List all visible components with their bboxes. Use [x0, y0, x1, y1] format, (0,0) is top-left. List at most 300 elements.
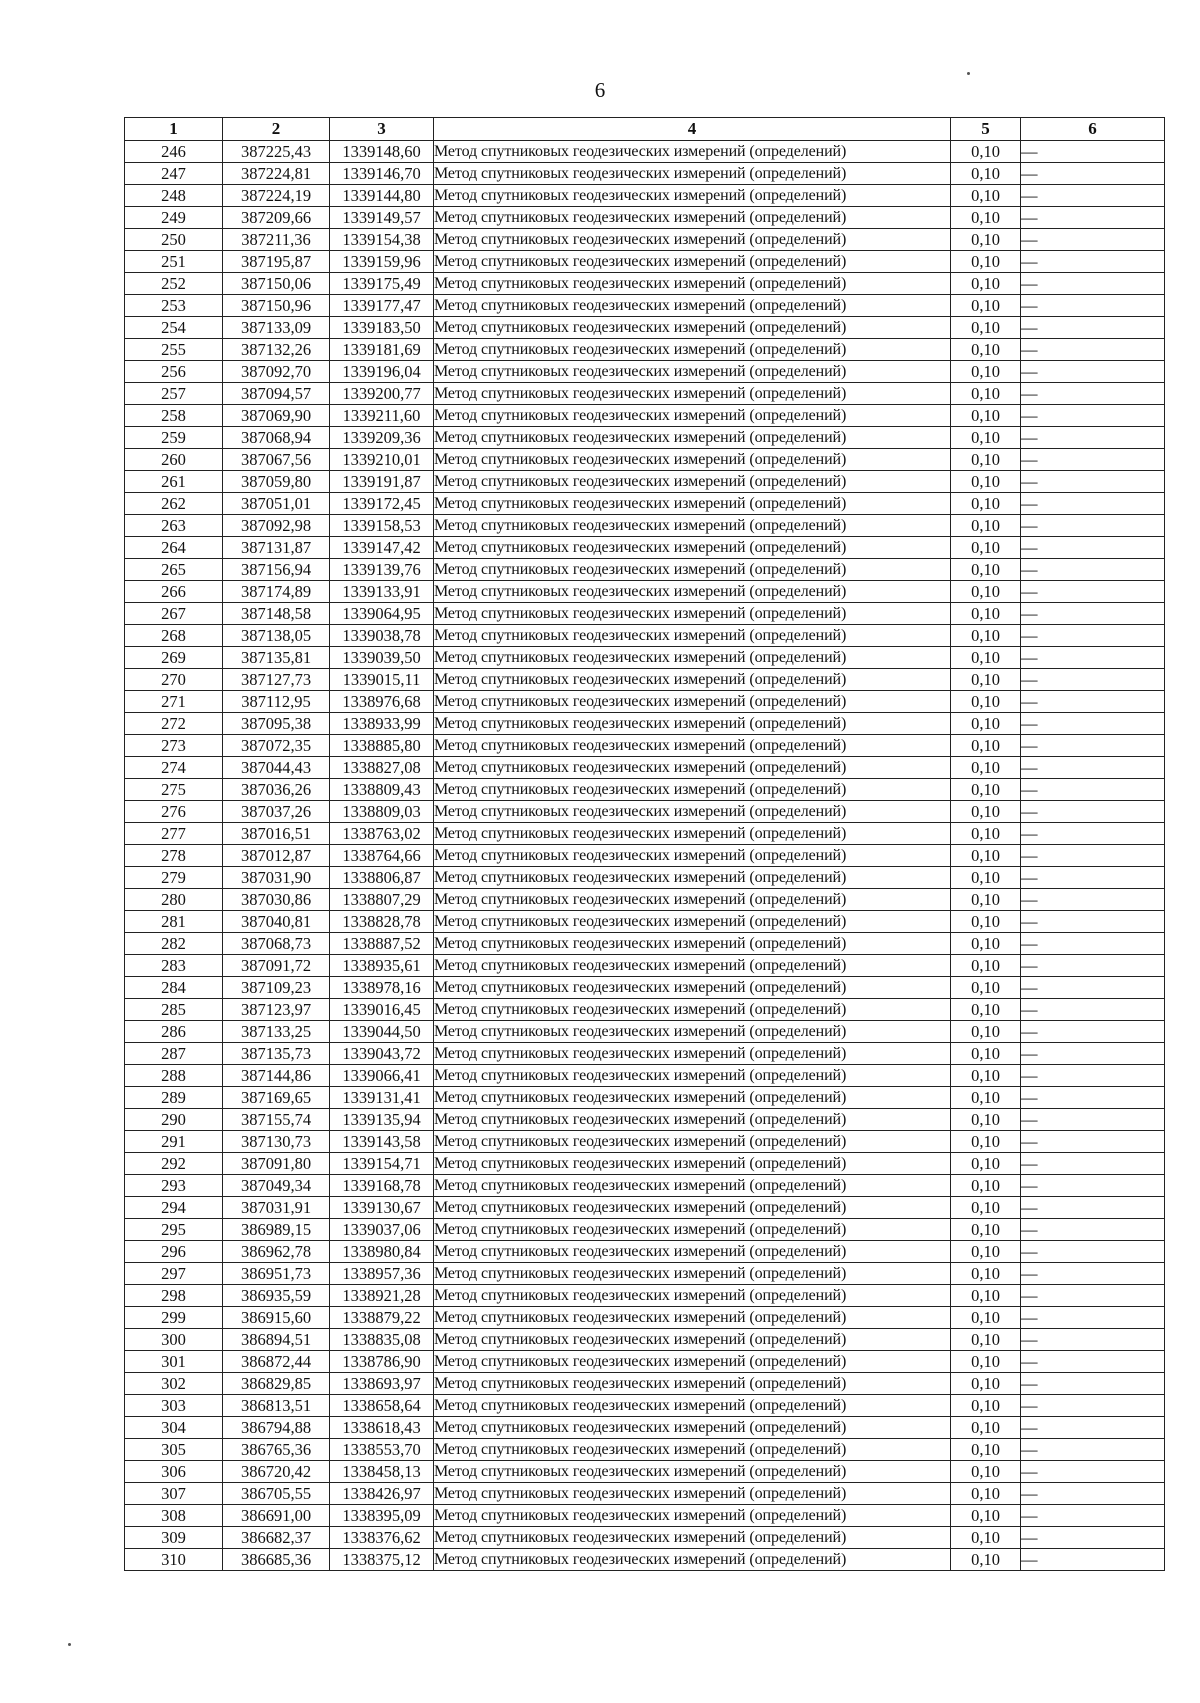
- point-number-cell: 258: [125, 405, 223, 427]
- y-coordinate-cell: 1338933,99: [330, 713, 434, 735]
- method-cell: Метод спутниковых геодезических измерений (определений): [434, 361, 951, 383]
- x-coordinate-cell: 387138,05: [223, 625, 330, 647]
- x-coordinate-cell: 387131,87: [223, 537, 330, 559]
- point-number-cell: 268: [125, 625, 223, 647]
- note-cell: —: [1021, 339, 1165, 361]
- point-number-cell: 279: [125, 867, 223, 889]
- note-cell: —: [1021, 603, 1165, 625]
- x-coordinate-cell: 387036,26: [223, 779, 330, 801]
- note-cell: —: [1021, 537, 1165, 559]
- note-cell: —: [1021, 1549, 1165, 1571]
- note-cell: —: [1021, 515, 1165, 537]
- method-cell: Метод спутниковых геодезических измерений (определений): [434, 1131, 951, 1153]
- x-coordinate-cell: 387068,94: [223, 427, 330, 449]
- x-coordinate-cell: 387059,80: [223, 471, 330, 493]
- point-number-cell: 281: [125, 911, 223, 933]
- table-row: [125, 1175, 1165, 1197]
- method-cell: Метод спутниковых геодезических измерений (определений): [434, 471, 951, 493]
- table-row: [125, 999, 1165, 1021]
- note-cell: —: [1021, 1351, 1165, 1373]
- page-number: 6: [594, 78, 606, 102]
- x-coordinate-cell: 386935,59: [223, 1285, 330, 1307]
- table-row: [125, 537, 1165, 559]
- y-coordinate-cell: 1339181,69: [330, 339, 434, 361]
- precision-cell: 0,10: [951, 911, 1021, 933]
- y-coordinate-cell: 1338935,61: [330, 955, 434, 977]
- method-cell: Метод спутниковых геодезических измерений (определений): [434, 317, 951, 339]
- x-coordinate-cell: 387148,58: [223, 603, 330, 625]
- precision-cell: 0,10: [951, 647, 1021, 669]
- precision-cell: 0,10: [951, 1461, 1021, 1483]
- note-cell: —: [1021, 1131, 1165, 1153]
- point-number-cell: 264: [125, 537, 223, 559]
- method-cell: Метод спутниковых геодезических измерений (определений): [434, 1065, 951, 1087]
- method-cell: Метод спутниковых геодезических измерений (определений): [434, 889, 951, 911]
- point-number-cell: 284: [125, 977, 223, 999]
- precision-cell: 0,10: [951, 1087, 1021, 1109]
- note-cell: —: [1021, 735, 1165, 757]
- x-coordinate-cell: 387224,19: [223, 185, 330, 207]
- x-coordinate-cell: 386794,88: [223, 1417, 330, 1439]
- precision-cell: 0,10: [951, 471, 1021, 493]
- scan-speck: [967, 72, 970, 75]
- point-number-cell: 282: [125, 933, 223, 955]
- y-coordinate-cell: 1339159,96: [330, 251, 434, 273]
- table-row: [125, 1043, 1165, 1065]
- y-coordinate-cell: 1339183,50: [330, 317, 434, 339]
- y-coordinate-cell: 1338921,28: [330, 1285, 434, 1307]
- note-cell: —: [1021, 251, 1165, 273]
- table-row: [125, 713, 1165, 735]
- method-cell: Метод спутниковых геодезических измерений (определений): [434, 1109, 951, 1131]
- point-number-cell: 276: [125, 801, 223, 823]
- method-cell: Метод спутниковых геодезических измерений (определений): [434, 845, 951, 867]
- precision-cell: 0,10: [951, 559, 1021, 581]
- method-cell: Метод спутниковых геодезических измерений (определений): [434, 911, 951, 933]
- table-row: [125, 911, 1165, 933]
- method-cell: Метод спутниковых геодезических измерений (определений): [434, 1021, 951, 1043]
- x-coordinate-cell: 386951,73: [223, 1263, 330, 1285]
- table-row: [125, 581, 1165, 603]
- x-coordinate-cell: 387211,36: [223, 229, 330, 251]
- note-cell: —: [1021, 1197, 1165, 1219]
- table-row: [125, 515, 1165, 537]
- x-coordinate-cell: 387031,90: [223, 867, 330, 889]
- table-row: [125, 779, 1165, 801]
- x-coordinate-cell: 386691,00: [223, 1505, 330, 1527]
- method-cell: Метод спутниковых геодезических измерений (определений): [434, 955, 951, 977]
- note-cell: —: [1021, 559, 1165, 581]
- x-coordinate-cell: 387069,90: [223, 405, 330, 427]
- method-cell: Метод спутниковых геодезических измерений (определений): [434, 339, 951, 361]
- note-cell: —: [1021, 1175, 1165, 1197]
- x-coordinate-cell: 387037,26: [223, 801, 330, 823]
- y-coordinate-cell: 1338807,29: [330, 889, 434, 911]
- header-col-3: 3: [330, 118, 434, 141]
- method-cell: Метод спутниковых геодезических измерений (определений): [434, 295, 951, 317]
- y-coordinate-cell: 1339147,42: [330, 537, 434, 559]
- note-cell: —: [1021, 229, 1165, 251]
- point-number-cell: 288: [125, 1065, 223, 1087]
- point-number-cell: 247: [125, 163, 223, 185]
- precision-cell: 0,10: [951, 977, 1021, 999]
- y-coordinate-cell: 1338887,52: [330, 933, 434, 955]
- point-number-cell: 300: [125, 1329, 223, 1351]
- point-number-cell: 295: [125, 1219, 223, 1241]
- method-cell: Метод спутниковых геодезических измерений (определений): [434, 691, 951, 713]
- method-cell: Метод спутниковых геодезических измерений (определений): [434, 141, 951, 163]
- precision-cell: 0,10: [951, 955, 1021, 977]
- note-cell: —: [1021, 1065, 1165, 1087]
- table-body: [125, 141, 1165, 1571]
- point-number-cell: 261: [125, 471, 223, 493]
- note-cell: —: [1021, 933, 1165, 955]
- header-col-6: 6: [1021, 118, 1165, 141]
- y-coordinate-cell: 1338976,68: [330, 691, 434, 713]
- y-coordinate-cell: 1338764,66: [330, 845, 434, 867]
- precision-cell: 0,10: [951, 581, 1021, 603]
- header-col-4: 4: [434, 118, 951, 141]
- point-number-cell: 248: [125, 185, 223, 207]
- point-number-cell: 259: [125, 427, 223, 449]
- table-row: [125, 405, 1165, 427]
- point-number-cell: 272: [125, 713, 223, 735]
- precision-cell: 0,10: [951, 361, 1021, 383]
- note-cell: —: [1021, 1505, 1165, 1527]
- precision-cell: 0,10: [951, 537, 1021, 559]
- table-row: [125, 1505, 1165, 1527]
- method-cell: Метод спутниковых геодезических измерений (определений): [434, 1153, 951, 1175]
- table-row: [125, 757, 1165, 779]
- y-coordinate-cell: 1338395,09: [330, 1505, 434, 1527]
- note-cell: —: [1021, 1329, 1165, 1351]
- method-cell: Метод спутниковых геодезических измерений (определений): [434, 603, 951, 625]
- x-coordinate-cell: 387169,65: [223, 1087, 330, 1109]
- point-number-cell: 298: [125, 1285, 223, 1307]
- method-cell: Метод спутниковых геодезических измерений (определений): [434, 1549, 951, 1571]
- point-number-cell: 289: [125, 1087, 223, 1109]
- x-coordinate-cell: 387067,56: [223, 449, 330, 471]
- y-coordinate-cell: 1339154,38: [330, 229, 434, 251]
- table-row: [125, 867, 1165, 889]
- precision-cell: 0,10: [951, 295, 1021, 317]
- point-number-cell: 308: [125, 1505, 223, 1527]
- scan-speck: [68, 1643, 71, 1646]
- precision-cell: 0,10: [951, 317, 1021, 339]
- y-coordinate-cell: 1338809,03: [330, 801, 434, 823]
- point-number-cell: 291: [125, 1131, 223, 1153]
- point-number-cell: 301: [125, 1351, 223, 1373]
- precision-cell: 0,10: [951, 669, 1021, 691]
- x-coordinate-cell: 386682,37: [223, 1527, 330, 1549]
- note-cell: —: [1021, 625, 1165, 647]
- point-number-cell: 262: [125, 493, 223, 515]
- note-cell: —: [1021, 691, 1165, 713]
- y-coordinate-cell: 1339038,78: [330, 625, 434, 647]
- y-coordinate-cell: 1338827,08: [330, 757, 434, 779]
- point-number-cell: 255: [125, 339, 223, 361]
- method-cell: Метод спутниковых геодезических измерений (определений): [434, 251, 951, 273]
- x-coordinate-cell: 387150,96: [223, 295, 330, 317]
- method-cell: Метод спутниковых геодезических измерений (определений): [434, 163, 951, 185]
- table-row: [125, 1351, 1165, 1373]
- point-number-cell: 252: [125, 273, 223, 295]
- y-coordinate-cell: 1338693,97: [330, 1373, 434, 1395]
- x-coordinate-cell: 387195,87: [223, 251, 330, 273]
- precision-cell: 0,10: [951, 229, 1021, 251]
- table-row: [125, 801, 1165, 823]
- precision-cell: 0,10: [951, 603, 1021, 625]
- table-row: [125, 1241, 1165, 1263]
- method-cell: Метод спутниковых геодезических измерений (определений): [434, 779, 951, 801]
- precision-cell: 0,10: [951, 141, 1021, 163]
- point-number-cell: 271: [125, 691, 223, 713]
- x-coordinate-cell: 386962,78: [223, 1241, 330, 1263]
- method-cell: Метод спутниковых геодезических измерений (определений): [434, 999, 951, 1021]
- point-number-cell: 274: [125, 757, 223, 779]
- method-cell: Метод спутниковых геодезических измерений (определений): [434, 1439, 951, 1461]
- y-coordinate-cell: 1338658,64: [330, 1395, 434, 1417]
- precision-cell: 0,10: [951, 757, 1021, 779]
- x-coordinate-cell: 387174,89: [223, 581, 330, 603]
- point-number-cell: 266: [125, 581, 223, 603]
- y-coordinate-cell: 1338376,62: [330, 1527, 434, 1549]
- y-coordinate-cell: 1338879,22: [330, 1307, 434, 1329]
- y-coordinate-cell: 1339149,57: [330, 207, 434, 229]
- note-cell: —: [1021, 383, 1165, 405]
- point-number-cell: 273: [125, 735, 223, 757]
- note-cell: —: [1021, 471, 1165, 493]
- table-row: [125, 845, 1165, 867]
- y-coordinate-cell: 1339143,58: [330, 1131, 434, 1153]
- method-cell: Метод спутниковых геодезических измерений (определений): [434, 735, 951, 757]
- table-row: [125, 251, 1165, 273]
- method-cell: Метод спутниковых геодезических измерений (определений): [434, 537, 951, 559]
- note-cell: —: [1021, 647, 1165, 669]
- precision-cell: 0,10: [951, 735, 1021, 757]
- method-cell: Метод спутниковых геодезических измерений (определений): [434, 1285, 951, 1307]
- table-row: [125, 1417, 1165, 1439]
- note-cell: —: [1021, 1087, 1165, 1109]
- x-coordinate-cell: 387224,81: [223, 163, 330, 185]
- y-coordinate-cell: 1338885,80: [330, 735, 434, 757]
- point-number-cell: 246: [125, 141, 223, 163]
- point-number-cell: 296: [125, 1241, 223, 1263]
- table-row: [125, 1065, 1165, 1087]
- y-coordinate-cell: 1339148,60: [330, 141, 434, 163]
- precision-cell: 0,10: [951, 1329, 1021, 1351]
- note-cell: —: [1021, 493, 1165, 515]
- point-number-cell: 290: [125, 1109, 223, 1131]
- point-number-cell: 306: [125, 1461, 223, 1483]
- table-row: [125, 1197, 1165, 1219]
- header-col-5: 5: [951, 118, 1021, 141]
- precision-cell: 0,10: [951, 845, 1021, 867]
- table-row: [125, 691, 1165, 713]
- method-cell: Метод спутниковых геодезических измерений (определений): [434, 933, 951, 955]
- table-row: [125, 207, 1165, 229]
- y-coordinate-cell: 1338426,97: [330, 1483, 434, 1505]
- x-coordinate-cell: 387150,06: [223, 273, 330, 295]
- table-row: [125, 493, 1165, 515]
- point-number-cell: 305: [125, 1439, 223, 1461]
- y-coordinate-cell: 1339175,49: [330, 273, 434, 295]
- table-header-row: [125, 118, 1165, 141]
- method-cell: Метод спутниковых геодезических измерений (определений): [434, 1087, 951, 1109]
- precision-cell: 0,10: [951, 207, 1021, 229]
- table-row: [125, 977, 1165, 999]
- precision-cell: 0,10: [951, 823, 1021, 845]
- x-coordinate-cell: 386829,85: [223, 1373, 330, 1395]
- table-row: [125, 317, 1165, 339]
- method-cell: Метод спутниковых геодезических измерений (определений): [434, 713, 951, 735]
- precision-cell: 0,10: [951, 625, 1021, 647]
- note-cell: —: [1021, 427, 1165, 449]
- x-coordinate-cell: 387016,51: [223, 823, 330, 845]
- x-coordinate-cell: 387209,66: [223, 207, 330, 229]
- table-row: [125, 1549, 1165, 1571]
- method-cell: Метод спутниковых геодезических измерений (определений): [434, 867, 951, 889]
- y-coordinate-cell: 1339066,41: [330, 1065, 434, 1087]
- table-row: [125, 933, 1165, 955]
- precision-cell: 0,10: [951, 405, 1021, 427]
- x-coordinate-cell: 387133,25: [223, 1021, 330, 1043]
- y-coordinate-cell: 1339210,01: [330, 449, 434, 471]
- y-coordinate-cell: 1339044,50: [330, 1021, 434, 1043]
- precision-cell: 0,10: [951, 1219, 1021, 1241]
- x-coordinate-cell: 386720,42: [223, 1461, 330, 1483]
- header-col-2: 2: [223, 118, 330, 141]
- method-cell: Метод спутниковых геодезических измерений (определений): [434, 1307, 951, 1329]
- precision-cell: 0,10: [951, 1439, 1021, 1461]
- y-coordinate-cell: 1338835,08: [330, 1329, 434, 1351]
- method-cell: Метод спутниковых геодезических измерений (определений): [434, 1395, 951, 1417]
- point-number-cell: 297: [125, 1263, 223, 1285]
- y-coordinate-cell: 1339191,87: [330, 471, 434, 493]
- note-cell: —: [1021, 1307, 1165, 1329]
- precision-cell: 0,10: [951, 383, 1021, 405]
- method-cell: Метод спутниковых геодезических измерений (определений): [434, 801, 951, 823]
- note-cell: —: [1021, 405, 1165, 427]
- y-coordinate-cell: 1338957,36: [330, 1263, 434, 1285]
- precision-cell: 0,10: [951, 1131, 1021, 1153]
- precision-cell: 0,10: [951, 1153, 1021, 1175]
- note-cell: —: [1021, 867, 1165, 889]
- table-row: [125, 669, 1165, 691]
- table-row: [125, 229, 1165, 251]
- precision-cell: 0,10: [951, 1549, 1021, 1571]
- point-number-cell: 293: [125, 1175, 223, 1197]
- y-coordinate-cell: 1339131,41: [330, 1087, 434, 1109]
- table-row: [125, 1021, 1165, 1043]
- y-coordinate-cell: 1339130,67: [330, 1197, 434, 1219]
- table-row: [125, 1131, 1165, 1153]
- method-cell: Метод спутниковых геодезических измерений (определений): [434, 625, 951, 647]
- x-coordinate-cell: 386872,44: [223, 1351, 330, 1373]
- x-coordinate-cell: 387127,73: [223, 669, 330, 691]
- precision-cell: 0,10: [951, 1505, 1021, 1527]
- x-coordinate-cell: 387132,26: [223, 339, 330, 361]
- table-row: [125, 625, 1165, 647]
- x-coordinate-cell: 387044,43: [223, 757, 330, 779]
- point-number-cell: 257: [125, 383, 223, 405]
- y-coordinate-cell: 1339209,36: [330, 427, 434, 449]
- precision-cell: 0,10: [951, 1109, 1021, 1131]
- x-coordinate-cell: 387135,81: [223, 647, 330, 669]
- point-number-cell: 299: [125, 1307, 223, 1329]
- precision-cell: 0,10: [951, 999, 1021, 1021]
- point-number-cell: 304: [125, 1417, 223, 1439]
- table-row: [125, 1373, 1165, 1395]
- method-cell: Метод спутниковых геодезических измерений (определений): [434, 1373, 951, 1395]
- precision-cell: 0,10: [951, 427, 1021, 449]
- note-cell: —: [1021, 779, 1165, 801]
- note-cell: —: [1021, 1241, 1165, 1263]
- precision-cell: 0,10: [951, 339, 1021, 361]
- note-cell: —: [1021, 1285, 1165, 1307]
- x-coordinate-cell: 387012,87: [223, 845, 330, 867]
- y-coordinate-cell: 1339144,80: [330, 185, 434, 207]
- precision-cell: 0,10: [951, 1307, 1021, 1329]
- note-cell: —: [1021, 163, 1165, 185]
- note-cell: —: [1021, 1153, 1165, 1175]
- precision-cell: 0,10: [951, 1241, 1021, 1263]
- method-cell: Метод спутниковых геодезических измерений (определений): [434, 669, 951, 691]
- point-number-cell: 303: [125, 1395, 223, 1417]
- point-number-cell: 263: [125, 515, 223, 537]
- y-coordinate-cell: 1339177,47: [330, 295, 434, 317]
- table-row: [125, 735, 1165, 757]
- note-cell: —: [1021, 1439, 1165, 1461]
- method-cell: Метод спутниковых геодезических измерений (определений): [434, 647, 951, 669]
- point-number-cell: 269: [125, 647, 223, 669]
- note-cell: —: [1021, 273, 1165, 295]
- precision-cell: 0,10: [951, 449, 1021, 471]
- x-coordinate-cell: 387031,91: [223, 1197, 330, 1219]
- x-coordinate-cell: 387092,70: [223, 361, 330, 383]
- note-cell: —: [1021, 581, 1165, 603]
- point-number-cell: 310: [125, 1549, 223, 1571]
- x-coordinate-cell: 387072,35: [223, 735, 330, 757]
- note-cell: —: [1021, 713, 1165, 735]
- method-cell: Метод спутниковых геодезических измерений (определений): [434, 1175, 951, 1197]
- note-cell: —: [1021, 911, 1165, 933]
- precision-cell: 0,10: [951, 163, 1021, 185]
- table-row: [125, 427, 1165, 449]
- x-coordinate-cell: 387135,73: [223, 1043, 330, 1065]
- point-number-cell: 256: [125, 361, 223, 383]
- precision-cell: 0,10: [951, 1417, 1021, 1439]
- table-row: [125, 1329, 1165, 1351]
- note-cell: —: [1021, 207, 1165, 229]
- precision-cell: 0,10: [951, 1483, 1021, 1505]
- x-coordinate-cell: 386813,51: [223, 1395, 330, 1417]
- precision-cell: 0,10: [951, 889, 1021, 911]
- precision-cell: 0,10: [951, 273, 1021, 295]
- note-cell: —: [1021, 1461, 1165, 1483]
- table-row: [125, 1153, 1165, 1175]
- x-coordinate-cell: 387095,38: [223, 713, 330, 735]
- note-cell: —: [1021, 845, 1165, 867]
- x-coordinate-cell: 387156,94: [223, 559, 330, 581]
- point-number-cell: 265: [125, 559, 223, 581]
- method-cell: Метод спутниковых геодезических измерений (определений): [434, 823, 951, 845]
- y-coordinate-cell: 1339133,91: [330, 581, 434, 603]
- point-number-cell: 249: [125, 207, 223, 229]
- x-coordinate-cell: 386894,51: [223, 1329, 330, 1351]
- point-number-cell: 309: [125, 1527, 223, 1549]
- table-row: [125, 1307, 1165, 1329]
